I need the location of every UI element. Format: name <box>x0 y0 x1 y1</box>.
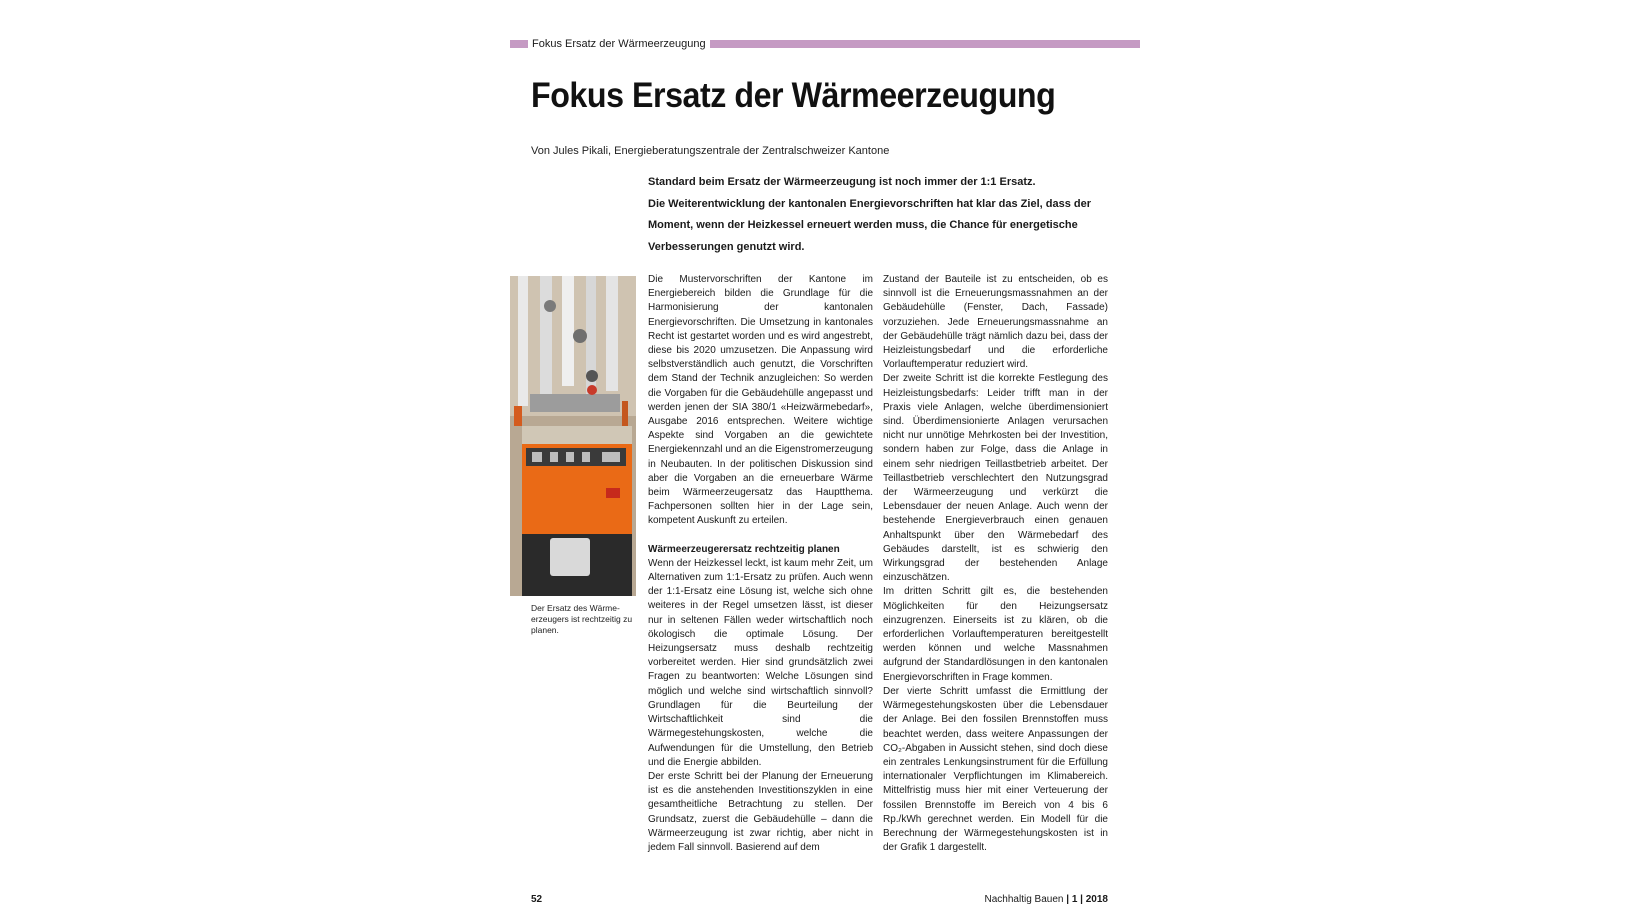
publication-footer: Nachhaltig Bauen | 1 | 2018 <box>984 894 1108 905</box>
byline: Von Jules Pikali, Energieberatungszentrale der Zentralschweizer Kantone <box>531 145 890 157</box>
publication-name: Nachhaltig Bauen <box>984 894 1064 905</box>
text-column-2 <box>883 273 1108 855</box>
running-header <box>510 40 1140 48</box>
heating-boiler-photo <box>510 276 636 596</box>
boiler-illustration <box>510 276 636 596</box>
paragraph: Im dritten Schritt gilt es, die bestehenden Möglichkeiten für den Heizungsersatz einzugrenzen. Einerseits ist zu klären, ob die erforderlichen Vorlauftemperaturen bereitgestellt werden können und welche Massnahmen aufgrund der Standardlösungen in den kantonalen Energievorschriften in Frage kommen. <box>883 586 1108 683</box>
paragraph: Der zweite Schritt ist die korrekte Festlegung des Heizleistungsbedarfs: Leider trifft man in der Praxis viele Anlagen, welche überdimensioniert sind. Überdimensionierte Anlagen verursachen nicht nur unnötige Mehrkosten bei der Investition, sondern haben zur Folge, dass die Anlage in einem sehr niedrigen Teillastbetrieb arbeitet. Der Teillastbetrieb verschlechtert den Nutzungsgrad der Wärmeerzeugung und verkürzt die Lebensdauer der neuen Anlage. Auch wenn der bestehende Energieverbrauch einen genauen Anhaltspunkt über den Wärmebedarf des Gebäudes darstellt, ist es schwierig den Wirkungsgrad der bestehenden Anlage einzuschätzen. <box>883 373 1108 584</box>
section-subheading: Wärmeerzeugerersatz rechtzeitig planen <box>648 543 840 555</box>
lead-line-1: Standard beim Ersatz der Wärmeerzeugung ist noch immer der 1:1 Ersatz. <box>648 176 1036 188</box>
paragraph: Der vierte Schritt umfasst die Ermittlung der Wärmegestehungskosten über die Lebensdauer der Anlage. Bei den fossilen Brennstoffen muss beachtet werden, dass weitere Anpassungen der CO₂-Abgaben in Aussicht stehen, sind doch diese ein zentrales Lenkungsinstrument für die Erfüllung internationaler Verpflichtungen im Klimabereich. Mittelfristig muss hier mit einer Verteuerung der fossilen Brennstoffe im Bereich von 4 bis 6 Rp./kWh gerechnet werden. Ein Modell für die Berechnung der Wärmegestehungskosten ist in der Grafik 1 dargestellt. <box>883 685 1108 854</box>
image-caption: Der Ersatz des Wärme- erzeugers ist rechtzeitig zu planen. <box>531 603 633 635</box>
issue-year: 2018 <box>1085 894 1108 905</box>
header-bar-left <box>510 40 528 48</box>
lead-line-2: Die Weiterentwicklung der kantonalen Energievorschriften hat klar das Ziel, dass der Moment, wenn der Heizkessel erneuert werden muss, die Chance für energetische Verbesserungen genutzt wird. <box>648 197 1091 253</box>
paragraph: Zustand der Bauteile ist zu entscheiden, ob es sinnvoll ist die Erneuerungsmassnahmen an der Gebäudehülle (Fenster, Dach, Fassade) vorzuziehen. Jede Erneuerungsmassnahme an der Gebäudehülle trägt nämlich dazu bei, dass der Heizleistungsbedarf und die erforderliche Vorlauftemperatur reduziert wird. <box>883 274 1108 371</box>
issue-number: 1 <box>1071 894 1078 905</box>
lead-paragraph <box>648 172 1108 258</box>
article-title: Fokus Ersatz der Wärmeerzeugung <box>531 76 1056 115</box>
paragraph: Der erste Schritt bei der Planung der Erneuerung ist es die anstehenden Investitionszyklen in eine gesamtheitliche Betrachtung zu stellen. Der Grundsatz, zuerst die Gebäudehülle – dann die Wärmeerzeugung ist zwar richtig, aber nicht in jedem Fall sinnvoll. Basierend auf dem <box>648 770 873 853</box>
text-column-1 <box>648 273 873 855</box>
header-bar-right <box>710 40 1140 48</box>
running-title: Fokus Ersatz der Wärmeerzeugung <box>532 38 706 50</box>
page-number: 52 <box>531 894 543 905</box>
paragraph: Wenn der Heizkessel leckt, ist kaum mehr Zeit, um Alternativen zum 1:1-Ersatz zu prüfen. Auch wenn der 1:1-Ersatz eine Lösung ist, welche sich ohne weiteres in der Regel umsetzen lässt, ist dieser nur in seltenen Fällen weder wirtschaftlich noch ökologisch die optimale Lösung. Der Heizungsersatz muss deshalb rechtzeitig vorbereitet werden. Hier sind grundsätzlich zwei Fragen zu beantworten: Welche Lösungen sind möglich und welche sind wirtschaftlich sinnvoll? Grundlagen für die Beurteilung der Wirtschaftlichkeit sind die Wärmegestehungskosten, welche die Aufwendungen für die Umstellung, den Betrieb und die Energie abbilden. <box>648 557 873 768</box>
paragraph: Die Mustervorschriften der Kantone im Energiebereich bilden die Grundlage für die Harmonisierung der kantonalen Energievorschriften. Die Umsetzung in kantonales Recht ist gestartet worden und es wird angestrebt, diese bis 2020 umzusetzen. Die Anpassung wird selbstverständlich auch genutzt, die Vorschriften dem Stand der Technik anzugleichen: So werden die Vorgaben für die Gebäudehülle angepasst und werden jenen der SIA 380/1 «Heizwärmebedarf», Ausgabe 2016 entsprechen. Weitere wichtige Aspekte sind Vorgaben an die gewichtete Energiekennzahl und an die Eigenstromerzeugung in Neubauten. In der politischen Diskussion sind aber die Vorgaben an die erneuerbare Wärme beim Wärmeerzeugersatz das Hauptthema. Fachpersonen sollten hier in der Lage sein, kompetent Auskunft zu erteilen. <box>648 274 873 527</box>
